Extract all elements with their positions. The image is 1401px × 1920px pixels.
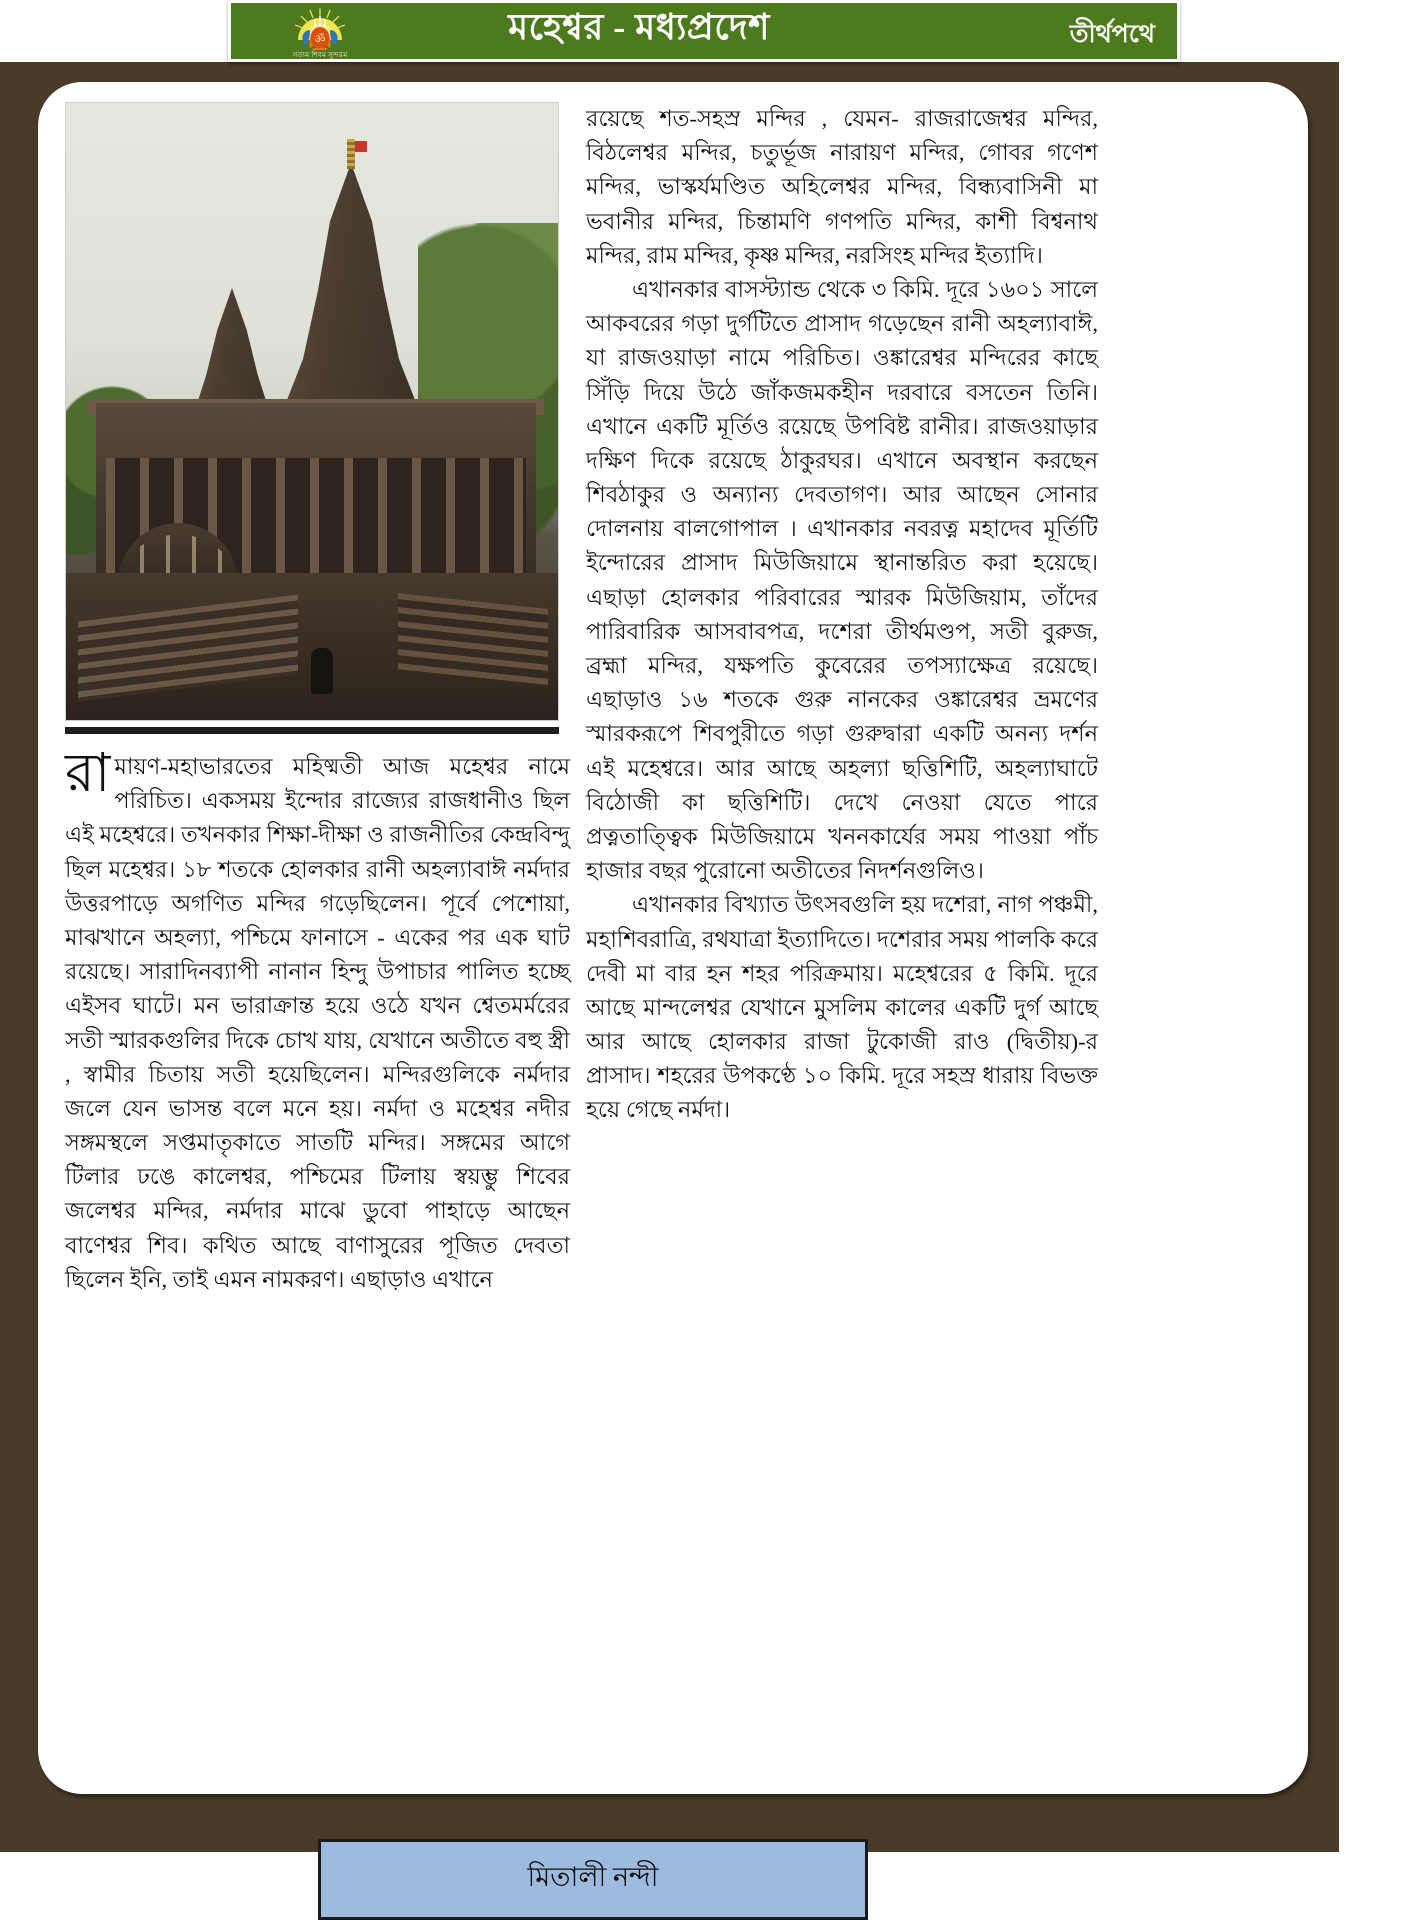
left-column-body: মায়ণ-মহাভারতের মহিষ্মতী আজ মহেশ্বর নামে পরিচিত। একসময় ইন্দোর রাজ্যের রাজধানীও ছিল এই মহেশ্বরে। তখনকার শিক্ষা-দীক্ষা ও রাজনীতির কেন্দ্রবিন্দু ছিল মহেশ্বর। ১৮ শতকে হোলকার রানী অহল্যাবাঈ নর্মদার উত্তরপাড়ে অগণিত মন্দির গড়েছিলেন। পূর্বে পেশোয়া, মাঝখানে অহল্যা, পশ্চিমে ফানাসে - একের পর এক ঘাট রয়েছে। সারাদিনব্যাপী নানান হিন্দু উপাচার পালিত হচ্ছে এইসব ঘাটে। মন ভারাক্রান্ত হয়ে ওঠে যখন শ্বেতমর্মরের সতী স্মারকগুলির দিকে চোখ যায়, যেখানে অতীতে বহু স্ত্রী , স্বামীর চিতায় সতী হয়েছিলেন। মন্দিরগুলিকে নর্মদার জলে যেন ভাসন্ত বলে মনে হয়। নর্মদা ও মহেশ্বর নদীর সঙ্গমস্থলে সপ্তমাতৃকাতে সাতটি মন্দির। সঙ্গমের আগে টিলার ঢঙে কালেশ্বর, পশ্চিমের টিলায় স্বয়ম্ভু শিবের জলেশ্বর মন্দির, নর্মদার মাঝে ডুবো পাহাড়ে আছেন বাণেশ্বর শিব। কথিত আছে বাণাসুরের পূজিত দেবতা ছিলেন ইনি, তাই এমন নামকরণ। এছাড়াও এখানে (65, 754, 570, 1292)
section-label: তীর্থপথে (1069, 20, 1155, 48)
page-title: মহেশ্বর - মধ্যপ্রদেশ (508, 6, 770, 47)
author-byline-bar (318, 1839, 868, 1920)
page-header-banner (228, 0, 1180, 62)
svg-text:ॐ: ॐ (314, 32, 326, 46)
spire-finial-icon (347, 139, 355, 169)
article-paper (38, 82, 1308, 1794)
left-column (65, 102, 570, 1297)
right-column-paragraph-2: এখানকার বাসস্ট্যান্ড থেকে ৩ কিমি. দূরে ১৬০১ সালে আকবরের গড়া দুর্গটিতে প্রাসাদ গড়েছেন রানী অহল্যাবাঈ, যা রাজওয়াড়া নামে পরিচিত। ওঙ্কারেশ্বর মন্দিরের কাছে সিঁড়ি দিয়ে উঠে জাঁকজমকহীন দরবারে বসতেন তিনি। এখানে একটি মূর্তিও রয়েছে উপবিষ্ট রানীর। রাজওয়াড়ার দক্ষিণ দিকে রয়েছে ঠাকুরঘর। এখানে অবস্থান করছেন শিবঠাকুর ও অন্যান্য দেবতাগণ। আর আছেন সোনার দোলনায় বালগোপাল । এখানকার নবরত্ন মহাদেব মূর্তিটি ইন্দোরের প্রাসাদ মিউজিয়ামে স্থানান্তরিত করা হয়েছে। এছাড়া হোলকার পরিবারের স্মারক মিউজিয়াম, তাঁদের পারিবারিক আসবাবপত্র, দশেরা তীর্থমণ্ডপ, সতী বুরুজ, ব্রহ্মা মন্দির, যক্ষপতি কুবেরের তপস্যাক্ষেত্র রয়েছে। এছাড়াও ১৬ শতকে গুরু নানকের ওঙ্কারেশ্বর ভ্রমণের স্মারকরূপে শিবপুরীতে গড়া গুরুদ্বারা একটি অনন্য দর্শন এই মহেশ্বরে। আর আছে অহল্যা ছত্তিশিটি, অহল্যাঘাটে বিঠোজী কা ছত্তিশিটি। দেখে নেওয়া যেতে পারে প্রত্নতাত্ত্বিক মিউজিয়ামে খননকার্যের সময় পাওয়া পাঁচ হাজার বছর পুরোনো অতীতের নিদর্শনগুলিও। (586, 276, 1098, 884)
pilgrim-figure (311, 648, 333, 694)
drop-cap: রা (65, 743, 111, 803)
article-columns (38, 82, 1308, 1794)
logo-tagline: সত্যম শিবম সুন্দরম (292, 51, 348, 59)
right-column (586, 102, 1098, 1128)
temple-flag-icon (355, 141, 367, 152)
right-column-paragraph-3: এখানকার বিখ্যাত উৎসবগুলি হয় দশেরা, নাগ পঞ্চমী, মহাশিবরাত্রি, রথযাত্রা ইত্যাদিতে। দশেরার সময় পালকি করে দেবী মা বার হন শহর পরিক্রমায়। মহেশ্বরের ৫ কিমি. দূরে আছে মান্দলেশ্বর যেখানে মুসলিম কালের একটি দুর্গ আছে আর আছে হোলকার রাজা টুকোজী রাও (দ্বিতীয়)-র প্রাসাদ। শহরের উপকণ্ঠে ১০ কিমি. দূরে সহস্র ধারায় বিভক্ত হয়ে গেছে নর্মদা। (586, 892, 1098, 1123)
temple-photo (65, 102, 559, 721)
author-name: মিতালী নন্দী (527, 1862, 659, 1892)
left-column-paragraph-1 (65, 743, 570, 1297)
ghat-steps-right (398, 593, 548, 687)
right-column-paragraph-1: রয়েছে শত-সহস্র মন্দির , যেমন- রাজরাজেশ্বর মন্দির, বিঠলেশ্বর মন্দির, চতুর্ভূজ নারায়ণ মন্দির, গোবর গণেশ মন্দির, ভাস্কর্যমণ্ডিত অহিলেশ্বর মন্দির, বিন্ধ্যবাসিনী মা ভবানীর মন্দির, চিন্তামণি গণপতি মন্দির, কাশী বিশ্বনাথ মন্দির, রাম মন্দির, কৃষ্ণ মন্দির, নরসিংহ মন্দির ইত্যাদি। (586, 106, 1098, 268)
photo-underline-rule (65, 727, 559, 734)
